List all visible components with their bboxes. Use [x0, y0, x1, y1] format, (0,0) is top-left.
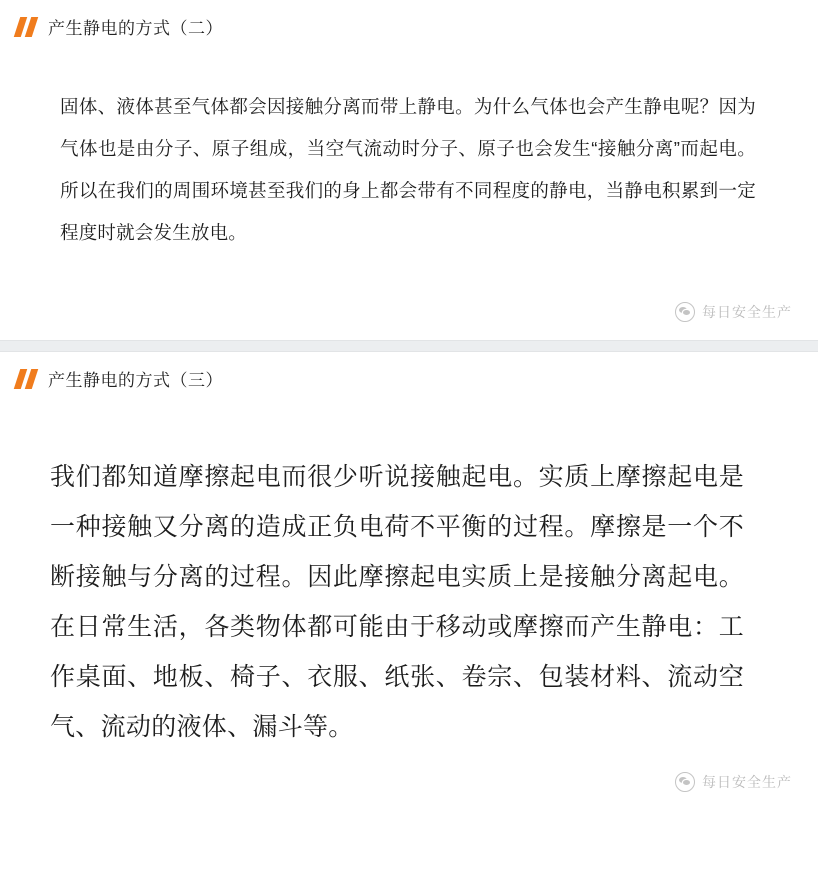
article-section-two	[0, 0, 818, 340]
watermark-label: 每日安全生产	[702, 304, 792, 320]
section-paragraph-three: 我们都知道摩擦起电而很少听说接触起电。实质上摩擦起电是一种接触又分离的造成正负电荷不平衡的过程。摩擦是一个不断接触与分离的过程。因此摩擦起电实质上是接触分离起电。在日常生活，各类物体都可能由于移动或摩擦而产生静电：工作桌面、地板、椅子、衣服、纸张、卷宗、包装材料、流动空气、流动的液体、漏斗等。	[50, 463, 744, 741]
watermark-label: 每日安全生产	[702, 774, 792, 790]
section-divider	[0, 340, 818, 352]
section-body-wrapper-three	[0, 401, 818, 791]
section-paragraph-two: 固体、液体甚至气体都会因接触分离而带上静电。为什么气体也会产生静电呢？因为气体也是由分子、原子组成，当空气流动时分子、原子也会发生“接触分离”而起电。所以在我们的周围环境甚至我们的身上都会带有不同程度的静电，当静电积累到一定程度时就会发生放电。	[60, 95, 756, 243]
section-body-wrapper-two	[0, 49, 818, 302]
double-slash-icon	[14, 369, 40, 389]
article-section-three	[0, 352, 818, 791]
double-slash-icon	[14, 17, 40, 37]
watermark-three	[0, 769, 818, 795]
watermark-two	[0, 302, 818, 322]
wechat-logo-icon	[675, 302, 695, 322]
section-heading-label: 产生静电的方式（二）	[48, 19, 223, 38]
section-heading-two	[0, 0, 818, 49]
wechat-logo-icon	[675, 772, 695, 792]
section-heading-three	[0, 352, 818, 401]
section-heading-label: 产生静电的方式（三）	[48, 371, 223, 390]
